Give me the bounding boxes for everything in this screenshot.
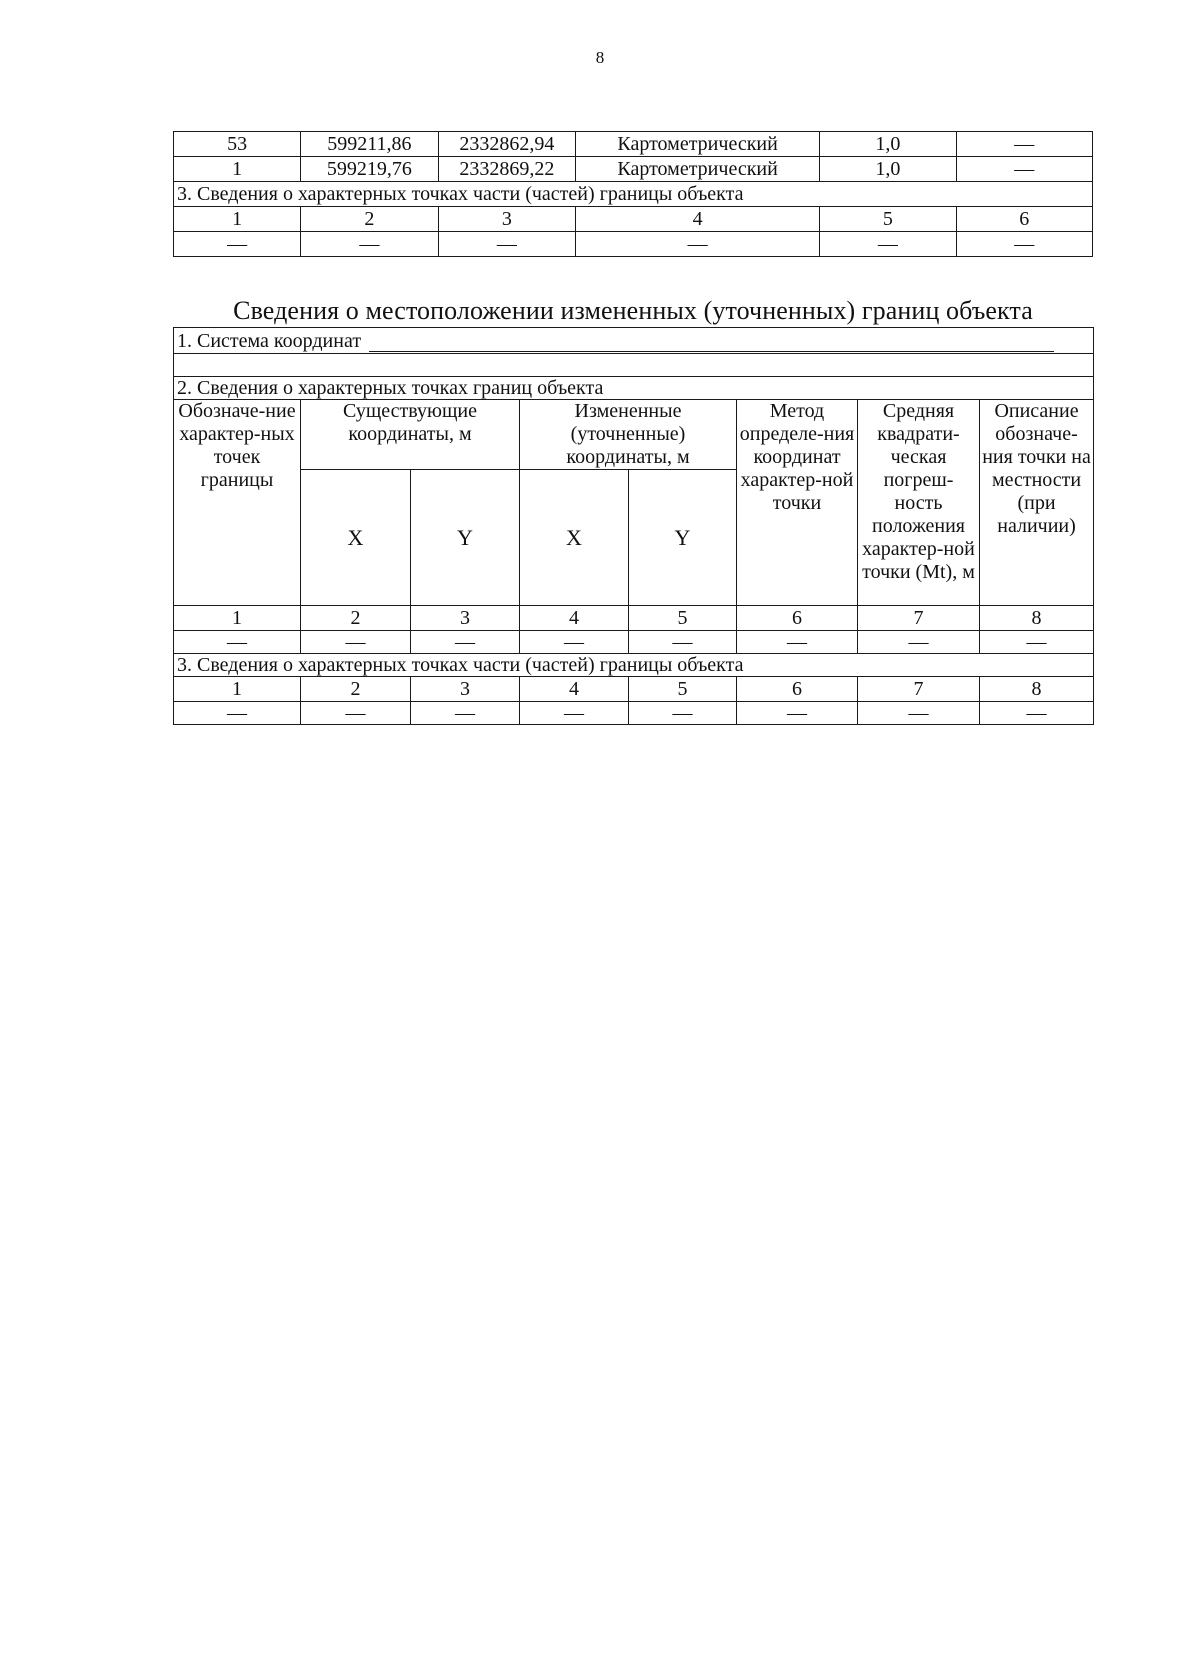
section-row [174, 182, 1093, 207]
column-number: 4 [576, 207, 820, 232]
dash-cell: — [301, 631, 411, 654]
column-number: 1 [174, 677, 301, 702]
dash-cell: — [980, 702, 1094, 725]
coord-system-label: 1. Система координат [177, 329, 362, 352]
column-number: 5 [629, 677, 737, 702]
header-point-designation: Обозначе-ние характер-ных точек границы [174, 400, 301, 606]
blank-row [174, 354, 1094, 377]
boundary-points-table [173, 131, 1093, 257]
column-number: 1 [174, 207, 301, 232]
dash-cell: — [174, 232, 301, 257]
coord-x: 599219,76 [301, 157, 438, 182]
column-number: 5 [820, 207, 956, 232]
coord-system-row [174, 328, 1094, 354]
dash-cell: — [174, 631, 301, 654]
coord-x: 599211,86 [301, 132, 438, 157]
section-row [174, 377, 1094, 400]
section-2-title: 2. Сведения о характерных точках границ объекта [174, 377, 1094, 400]
coord-y: 2332869,22 [438, 157, 575, 182]
dash-cell: — [737, 631, 858, 654]
empty-row [174, 232, 1093, 257]
column-number: 6 [737, 677, 858, 702]
point-id: 1 [174, 157, 301, 182]
column-number: 8 [980, 677, 1094, 702]
header-method: Метод определе-ния координат характер-ной точки [737, 400, 858, 606]
column-number: 2 [301, 677, 411, 702]
column-number: 1 [174, 606, 301, 631]
column-number: 3 [411, 606, 520, 631]
column-number: 4 [520, 606, 629, 631]
coord-system-cell [174, 328, 1094, 354]
blank-cell [174, 354, 1094, 377]
table-row [174, 132, 1093, 157]
section-heading: Сведения о местоположении измененных (уточненных) границ объекта [233, 296, 1033, 325]
section-row [174, 654, 1094, 677]
column-number: 8 [980, 606, 1094, 631]
header-x-existing: X [301, 470, 411, 606]
column-number: 4 [520, 677, 629, 702]
header-changed-coords: Измененные (уточненные) координаты, м [520, 400, 737, 470]
column-numbers-row [174, 606, 1094, 631]
column-number: 7 [858, 677, 980, 702]
dash-cell: — [980, 631, 1094, 654]
accuracy: 1,0 [820, 157, 956, 182]
column-number: 6 [737, 606, 858, 631]
dash-cell: — [411, 702, 520, 725]
dash-cell: — [737, 702, 858, 725]
table-row [174, 157, 1093, 182]
dash-cell: — [820, 232, 956, 257]
column-numbers-row [174, 207, 1093, 232]
dash-cell: — [520, 702, 629, 725]
dash-cell: — [858, 631, 980, 654]
empty-row [174, 631, 1094, 654]
header-description: Описание обозначе-ния точки на местности (при наличии) [980, 400, 1094, 606]
dash-cell: — [301, 232, 438, 257]
header-y-changed: Y [629, 470, 737, 606]
column-numbers-row [174, 677, 1094, 702]
header-row [174, 400, 1094, 470]
header-accuracy: Средняя квадрати-ческая погреш-ность положения характер-ной точки (Mt), м [858, 400, 980, 606]
header-x-changed: X [520, 470, 629, 606]
method: Картометрический [576, 157, 820, 182]
dash-cell: — [629, 702, 737, 725]
accuracy: 1,0 [820, 132, 956, 157]
coord-y: 2332862,94 [438, 132, 575, 157]
dash-cell: — [576, 232, 820, 257]
dash-cell: — [858, 702, 980, 725]
dash-cell: — [174, 702, 301, 725]
dash-cell: — [438, 232, 575, 257]
coord-system-blank-line [369, 335, 1054, 352]
column-number: 3 [438, 207, 575, 232]
section-3-title: 3. Сведения о характерных точках части (частей) границы объекта [174, 182, 1093, 207]
empty-row [174, 702, 1094, 725]
dash-cell: — [411, 631, 520, 654]
column-number: 2 [301, 606, 411, 631]
description: — [956, 132, 1092, 157]
header-y-existing: Y [411, 470, 520, 606]
column-number: 7 [858, 606, 980, 631]
description: — [956, 157, 1092, 182]
dash-cell: — [629, 631, 737, 654]
column-number: 5 [629, 606, 737, 631]
section-3-title: 3. Сведения о характерных точках части (частей) границы объекта [174, 654, 1094, 677]
header-existing-coords: Существующие координаты, м [301, 400, 520, 470]
point-id: 53 [174, 132, 301, 157]
column-number: 3 [411, 677, 520, 702]
column-number: 6 [956, 207, 1092, 232]
column-number: 2 [301, 207, 438, 232]
dash-cell: — [520, 631, 629, 654]
page-number: 8 [595, 48, 605, 67]
dash-cell: — [301, 702, 411, 725]
dash-cell: — [956, 232, 1092, 257]
method: Картометрический [576, 132, 820, 157]
changed-boundaries-table [173, 327, 1094, 725]
